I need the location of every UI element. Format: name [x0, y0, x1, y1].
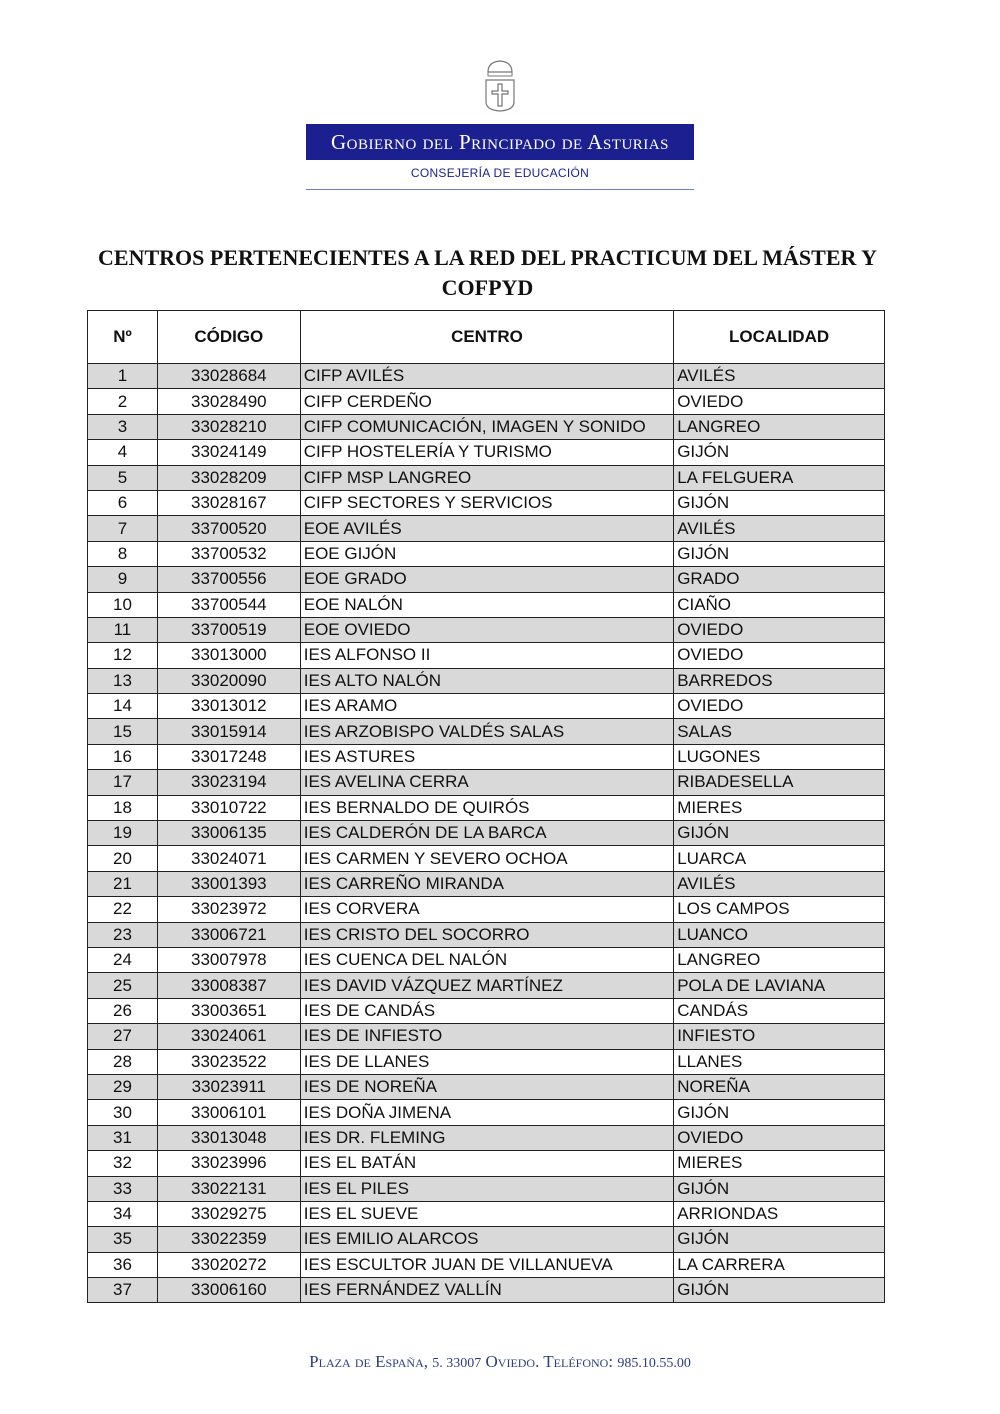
cell-center: CIFP MSP LANGREO — [300, 465, 673, 490]
table-row — [88, 1201, 885, 1226]
cell-center: IES DE LLANES — [300, 1049, 673, 1074]
cell-number: 16 — [88, 744, 158, 769]
cell-locality: OVIEDO — [674, 617, 885, 642]
cell-number: 29 — [88, 1074, 158, 1099]
cell-center: IES CALDERÓN DE LA BARCA — [300, 821, 673, 846]
table-row — [88, 1278, 885, 1303]
table-header-row — [88, 311, 885, 364]
table-row — [88, 998, 885, 1023]
cell-center: IES EMILIO ALARCOS — [300, 1227, 673, 1252]
cell-locality: GIJÓN — [674, 490, 885, 515]
cell-center: IES ALTO NALÓN — [300, 668, 673, 693]
cell-locality: LA FELGUERA — [674, 465, 885, 490]
table-row — [88, 516, 885, 541]
cell-code: 33006135 — [157, 821, 300, 846]
cell-number: 31 — [88, 1125, 158, 1150]
cell-number: 13 — [88, 668, 158, 693]
footer-postcode: 5. 33007 — [432, 1356, 482, 1371]
cell-number: 20 — [88, 846, 158, 871]
cell-locality: NOREÑA — [674, 1074, 885, 1099]
footer-phone: 985.10.55.00 — [617, 1356, 691, 1371]
cell-code: 33023194 — [157, 770, 300, 795]
cell-number: 17 — [88, 770, 158, 795]
cell-code: 33006160 — [157, 1278, 300, 1303]
table-row — [88, 973, 885, 998]
table-row — [88, 821, 885, 846]
cell-code: 33700532 — [157, 541, 300, 566]
cell-locality: AVILÉS — [674, 364, 885, 389]
cell-number: 4 — [88, 440, 158, 465]
cell-code: 33022131 — [157, 1176, 300, 1201]
cell-center: IES BERNALDO DE QUIRÓS — [300, 795, 673, 820]
cell-locality: GIJÓN — [674, 1227, 885, 1252]
cell-number: 9 — [88, 567, 158, 592]
cell-locality: GRADO — [674, 567, 885, 592]
cell-code: 33013048 — [157, 1125, 300, 1150]
table-row — [88, 465, 885, 490]
cell-number: 23 — [88, 922, 158, 947]
cell-code: 33020272 — [157, 1252, 300, 1277]
cell-locality: GIJÓN — [674, 1176, 885, 1201]
table-row — [88, 1125, 885, 1150]
cell-locality: GIJÓN — [674, 541, 885, 566]
column-header-code: CÓDIGO — [157, 311, 300, 364]
cell-center: IES ESCULTOR JUAN DE VILLANUEVA — [300, 1252, 673, 1277]
cell-center: EOE OVIEDO — [300, 617, 673, 642]
cell-number: 37 — [88, 1278, 158, 1303]
footer-city: Oviedo. Teléfono: — [485, 1352, 614, 1371]
table-row — [88, 1227, 885, 1252]
cell-center: EOE AVILÉS — [300, 516, 673, 541]
cell-code: 33024149 — [157, 440, 300, 465]
cell-number: 26 — [88, 998, 158, 1023]
cell-code: 33017248 — [157, 744, 300, 769]
cell-center: IES DE INFIESTO — [300, 1024, 673, 1049]
cell-code: 33003651 — [157, 998, 300, 1023]
cell-number: 11 — [88, 617, 158, 642]
cell-code: 33028210 — [157, 414, 300, 439]
cell-center: IES CORVERA — [300, 897, 673, 922]
cell-locality: OVIEDO — [674, 694, 885, 719]
footer-address — [0, 1352, 1000, 1372]
cell-number: 10 — [88, 592, 158, 617]
cell-center: EOE NALÓN — [300, 592, 673, 617]
cell-code: 33024071 — [157, 846, 300, 871]
footer-street: Plaza de España, — [309, 1352, 428, 1371]
cell-number: 12 — [88, 643, 158, 668]
cell-code: 33028167 — [157, 490, 300, 515]
cell-number: 24 — [88, 947, 158, 972]
cell-center: IES ASTURES — [300, 744, 673, 769]
table-row — [88, 364, 885, 389]
table-row — [88, 1074, 885, 1099]
cell-code: 33700544 — [157, 592, 300, 617]
cell-locality: GIJÓN — [674, 440, 885, 465]
cell-number: 7 — [88, 516, 158, 541]
cell-center: IES ARAMO — [300, 694, 673, 719]
cell-locality: GIJÓN — [674, 1100, 885, 1125]
cell-code: 33010722 — [157, 795, 300, 820]
cell-code: 33023522 — [157, 1049, 300, 1074]
cell-code: 33006101 — [157, 1100, 300, 1125]
table-row — [88, 1151, 885, 1176]
cell-number: 30 — [88, 1100, 158, 1125]
cell-number: 34 — [88, 1201, 158, 1226]
cell-center: IES FERNÁNDEZ VALLÍN — [300, 1278, 673, 1303]
cell-locality: GIJÓN — [674, 821, 885, 846]
header-divider — [306, 189, 694, 190]
cell-code: 33029275 — [157, 1201, 300, 1226]
table-row — [88, 770, 885, 795]
cell-locality: MIERES — [674, 795, 885, 820]
table-row — [88, 744, 885, 769]
cell-center: IES EL SUEVE — [300, 1201, 673, 1226]
cell-locality: CIAÑO — [674, 592, 885, 617]
cell-center: IES EL PILES — [300, 1176, 673, 1201]
table-row — [88, 1252, 885, 1277]
table-row — [88, 719, 885, 744]
cell-code: 33001393 — [157, 871, 300, 896]
cell-code: 33700556 — [157, 567, 300, 592]
logo-banner: Gobierno del Principado de Asturias — [306, 124, 694, 160]
table-row — [88, 592, 885, 617]
cell-number: 6 — [88, 490, 158, 515]
cell-center: IES DR. FLEMING — [300, 1125, 673, 1150]
cell-locality: LANGREO — [674, 947, 885, 972]
cell-locality: OVIEDO — [674, 643, 885, 668]
cell-locality: LOS CAMPOS — [674, 897, 885, 922]
table-row — [88, 1049, 885, 1074]
cell-locality: SALAS — [674, 719, 885, 744]
table-row — [88, 617, 885, 642]
table-row — [88, 1176, 885, 1201]
cell-center: CIFP CERDEÑO — [300, 389, 673, 414]
cell-number: 35 — [88, 1227, 158, 1252]
cell-locality: POLA DE LAVIANA — [674, 973, 885, 998]
cell-number: 33 — [88, 1176, 158, 1201]
cell-center: IES CARREÑO MIRANDA — [300, 871, 673, 896]
cell-code: 33023972 — [157, 897, 300, 922]
cell-code: 33013000 — [157, 643, 300, 668]
cell-center: CIFP COMUNICACIÓN, IMAGEN Y SONIDO — [300, 414, 673, 439]
cell-locality: OVIEDO — [674, 389, 885, 414]
cell-center: IES AVELINA CERRA — [300, 770, 673, 795]
table-row — [88, 541, 885, 566]
cell-number: 15 — [88, 719, 158, 744]
cell-number: 14 — [88, 694, 158, 719]
centers-table — [87, 310, 885, 1303]
cell-locality: OVIEDO — [674, 1125, 885, 1150]
cell-center: CIFP SECTORES Y SERVICIOS — [300, 490, 673, 515]
cell-locality: LLANES — [674, 1049, 885, 1074]
cell-code: 33022359 — [157, 1227, 300, 1252]
cell-number: 36 — [88, 1252, 158, 1277]
table-row — [88, 694, 885, 719]
cell-code: 33023911 — [157, 1074, 300, 1099]
table-row — [88, 567, 885, 592]
cell-center: IES DE NOREÑA — [300, 1074, 673, 1099]
asturias-crest-icon — [482, 58, 518, 112]
cell-locality: LUARCA — [674, 846, 885, 871]
cell-center: IES CUENCA DEL NALÓN — [300, 947, 673, 972]
table-row — [88, 947, 885, 972]
table-row — [88, 668, 885, 693]
cell-locality: RIBADESELLA — [674, 770, 885, 795]
document-title: CENTROS PERTENECIENTES A LA RED DEL PRACTICUM DEL MÁSTER Y COFPYD — [98, 245, 877, 300]
table-row — [88, 440, 885, 465]
table-row — [88, 846, 885, 871]
column-header-number: Nº — [88, 311, 158, 364]
cell-locality: AVILÉS — [674, 871, 885, 896]
cell-locality: LUGONES — [674, 744, 885, 769]
cell-locality: GIJÓN — [674, 1278, 885, 1303]
cell-number: 21 — [88, 871, 158, 896]
cell-locality: ARRIONDAS — [674, 1201, 885, 1226]
cell-center: IES DE CANDÁS — [300, 998, 673, 1023]
cell-locality: CANDÁS — [674, 998, 885, 1023]
cell-locality: MIERES — [674, 1151, 885, 1176]
cell-center: EOE GRADO — [300, 567, 673, 592]
cell-number: 22 — [88, 897, 158, 922]
logo-subtitle: CONSEJERÍA DE EDUCACIÓN — [410, 166, 590, 180]
cell-center: IES DOÑA JIMENA — [300, 1100, 673, 1125]
cell-number: 1 — [88, 364, 158, 389]
table-row — [88, 414, 885, 439]
cell-center: IES CARMEN Y SEVERO OCHOA — [300, 846, 673, 871]
table-row — [88, 897, 885, 922]
cell-number: 3 — [88, 414, 158, 439]
cell-center: IES ALFONSO II — [300, 643, 673, 668]
cell-number: 8 — [88, 541, 158, 566]
cell-code: 33028684 — [157, 364, 300, 389]
cell-locality: LUANCO — [674, 922, 885, 947]
cell-code: 33013012 — [157, 694, 300, 719]
cell-locality: INFIESTO — [674, 1024, 885, 1049]
cell-center: IES DAVID VÁZQUEZ MARTÍNEZ — [300, 973, 673, 998]
cell-code: 33700520 — [157, 516, 300, 541]
cell-number: 28 — [88, 1049, 158, 1074]
table-row — [88, 1024, 885, 1049]
cell-code: 33006721 — [157, 922, 300, 947]
cell-code: 33028490 — [157, 389, 300, 414]
cell-locality: AVILÉS — [674, 516, 885, 541]
cell-code: 33700519 — [157, 617, 300, 642]
cell-code: 33024061 — [157, 1024, 300, 1049]
cell-code: 33028209 — [157, 465, 300, 490]
cell-code: 33008387 — [157, 973, 300, 998]
cell-number: 2 — [88, 389, 158, 414]
table-row — [88, 643, 885, 668]
cell-center: EOE GIJÓN — [300, 541, 673, 566]
table-row — [88, 922, 885, 947]
table-row — [88, 490, 885, 515]
cell-locality: LA CARRERA — [674, 1252, 885, 1277]
cell-center: IES ARZOBISPO VALDÉS SALAS — [300, 719, 673, 744]
cell-locality: LANGREO — [674, 414, 885, 439]
table-row — [88, 1100, 885, 1125]
column-header-locality: LOCALIDAD — [674, 311, 885, 364]
column-header-center: CENTRO — [300, 311, 673, 364]
cell-code: 33015914 — [157, 719, 300, 744]
cell-number: 19 — [88, 821, 158, 846]
cell-center: CIFP AVILÉS — [300, 364, 673, 389]
cell-locality: BARREDOS — [674, 668, 885, 693]
cell-number: 18 — [88, 795, 158, 820]
cell-code: 33020090 — [157, 668, 300, 693]
cell-center: CIFP HOSTELERÍA Y TURISMO — [300, 440, 673, 465]
cell-center: IES CRISTO DEL SOCORRO — [300, 922, 673, 947]
cell-number: 27 — [88, 1024, 158, 1049]
cell-center: IES EL BATÁN — [300, 1151, 673, 1176]
cell-code: 33023996 — [157, 1151, 300, 1176]
cell-number: 32 — [88, 1151, 158, 1176]
table-row — [88, 871, 885, 896]
cell-number: 5 — [88, 465, 158, 490]
table-row — [88, 389, 885, 414]
cell-number: 25 — [88, 973, 158, 998]
table-row — [88, 795, 885, 820]
cell-code: 33007978 — [157, 947, 300, 972]
